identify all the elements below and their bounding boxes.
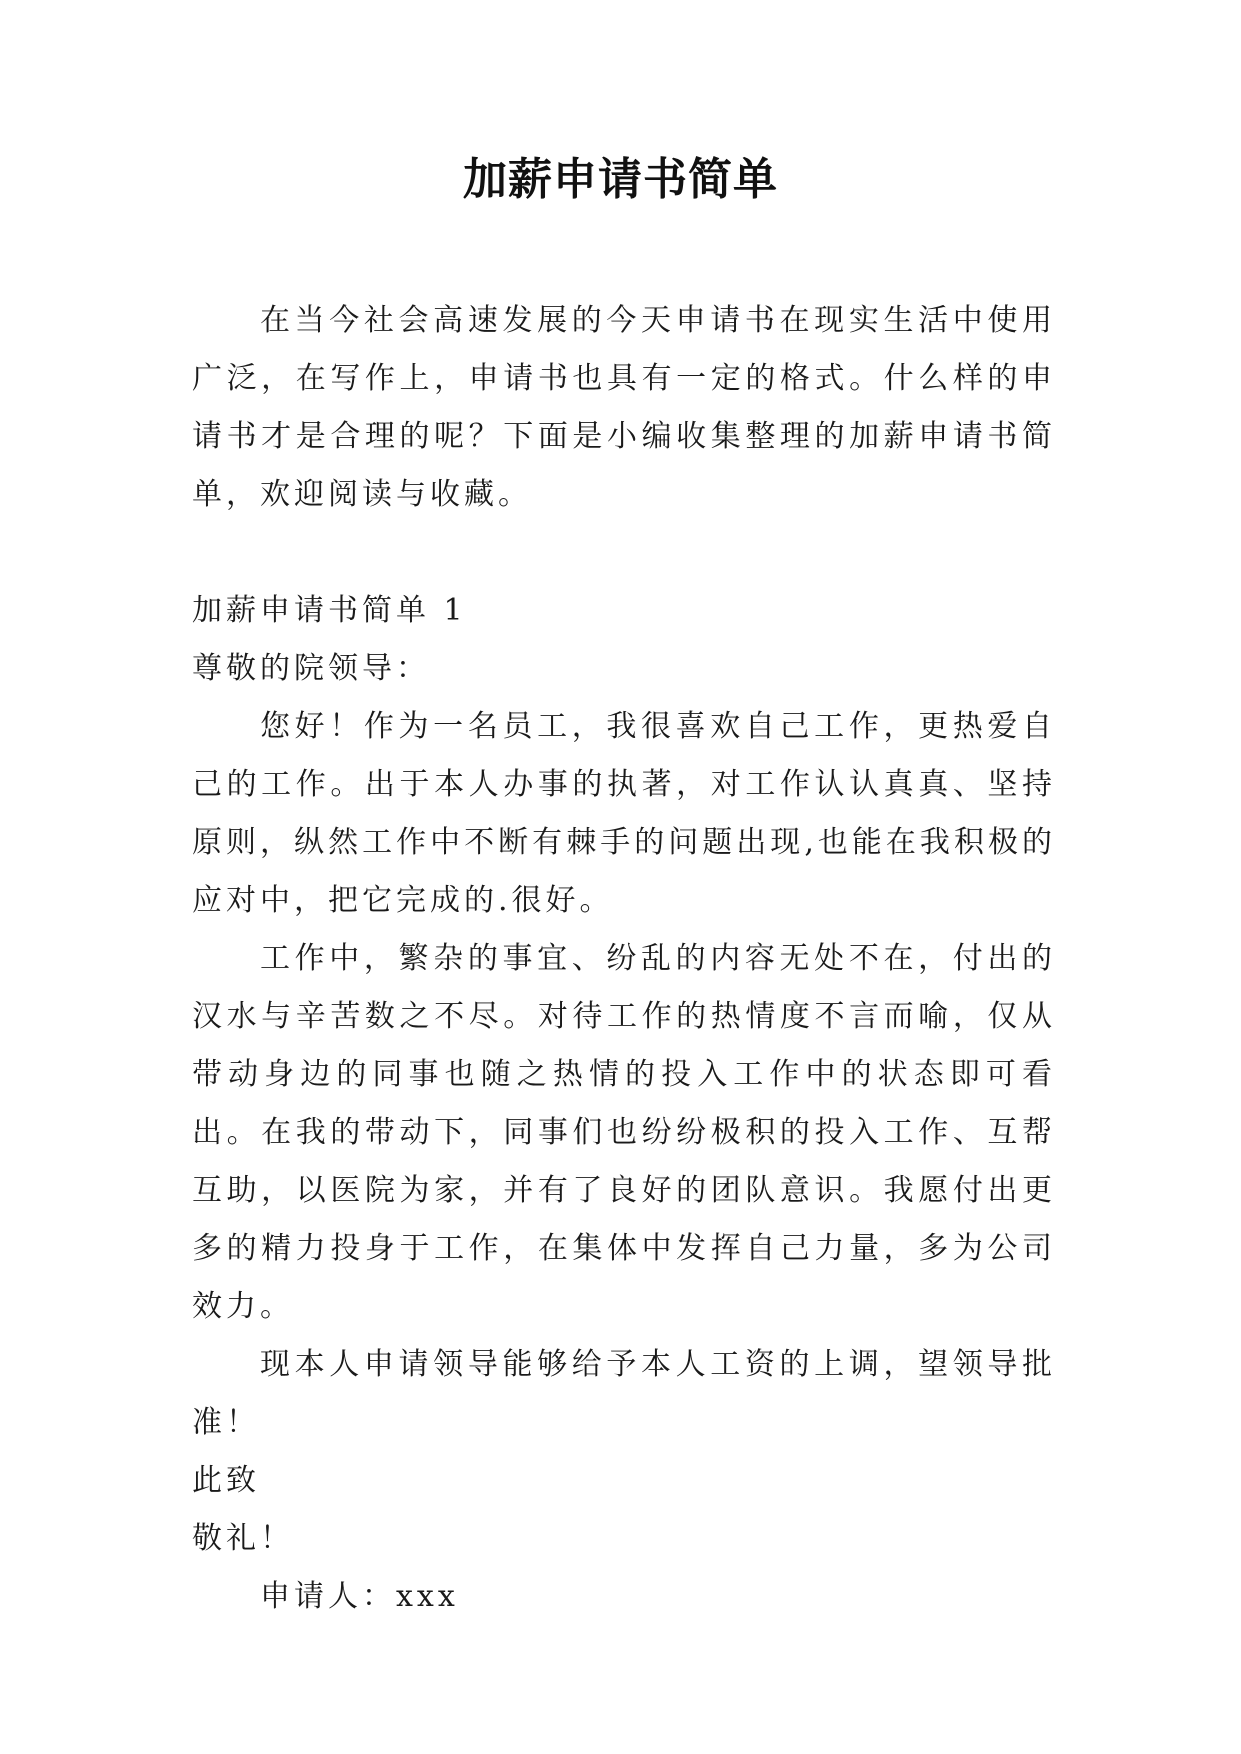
document-body xyxy=(192,292,1056,1626)
spacer xyxy=(192,524,1056,582)
body-paragraph-2: 工作中，繁杂的事宜、纷乱的内容无处不在，付出的汉水与辛苦数之不尽。对待工作的热情度不言而喻，仅从带动身边的同事也随之热情的投入工作中的状态即可看出。在我的带动下，同事们也纷纷极积的投入工作、互帮互助，以医院为家，并有了良好的团队意识。我愿付出更多的精力投身于工作，在集体中发挥自己力量，多为公司效力。 xyxy=(192,941,1056,1324)
intro-paragraph: 在当今社会高速发展的今天申请书在现实生活中使用广泛，在写作上，申请书也具有一定的格式。什么样的申请书才是合理的呢？下面是小编收集整理的加薪申请书简单，欢迎阅读与收藏。 xyxy=(192,303,1056,512)
document-title: 加薪申请书简单 xyxy=(463,154,778,205)
closing-salute: 敬礼！ xyxy=(192,1521,294,1556)
body-paragraph-3: 现本人申请领导能够给予本人工资的上调，望领导批准！ xyxy=(192,1347,1056,1440)
closing-regards: 此致 xyxy=(192,1463,260,1498)
signature-line: 申请人：xxx xyxy=(260,1579,459,1614)
body-paragraph-1: 您好！作为一名员工，我很喜欢自己工作，更热爱自己的工作。出于本人办事的执著，对工作认认真真、坚持原则，纵然工作中不断有棘手的问题出现,也能在我积极的应对中，把它完成的.很好。 xyxy=(192,709,1056,918)
section-heading: 加薪申请书简单 1 xyxy=(192,593,467,628)
salutation: 尊敬的院领导： xyxy=(192,651,430,686)
